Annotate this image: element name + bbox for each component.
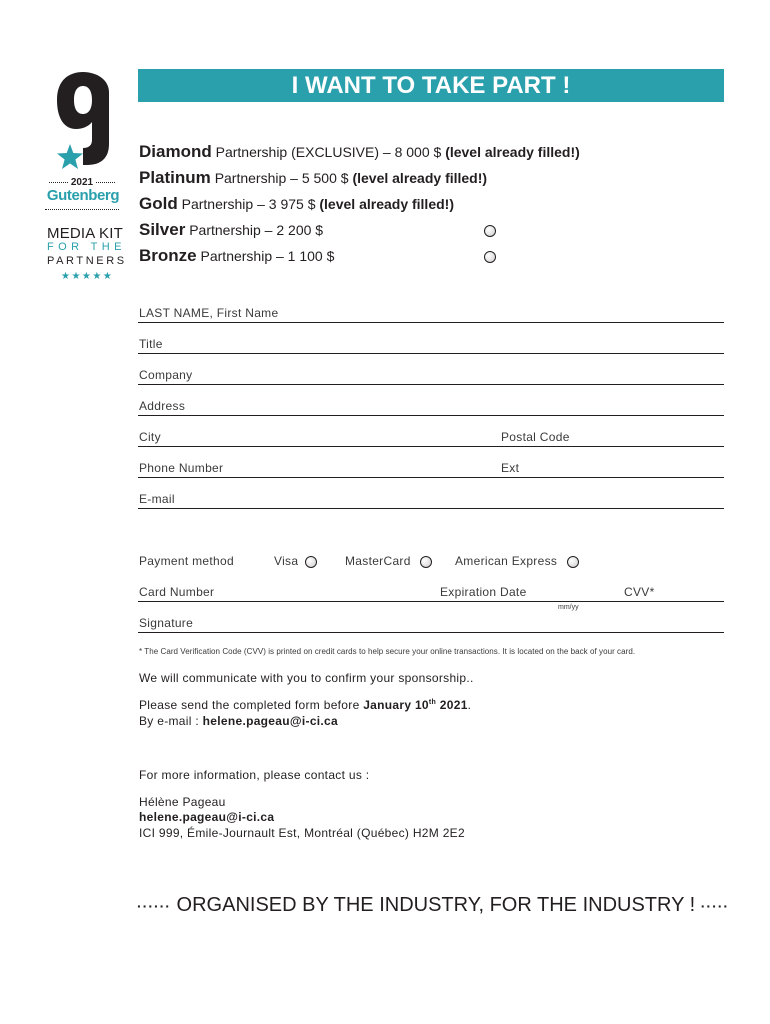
- page-title: I WANT TO TAKE PART !: [138, 69, 724, 102]
- tier-platinum: [139, 168, 487, 188]
- card-number-field[interactable]: [138, 601, 724, 602]
- media-kit-for: FOR THE: [47, 241, 126, 253]
- tier-name: Platinum: [139, 168, 211, 187]
- name-field[interactable]: [138, 322, 724, 323]
- by-email-prefix: By e-mail :: [139, 714, 203, 728]
- tier-desc: Partnership – 1 100 $: [200, 248, 335, 264]
- city-postal-field[interactable]: [138, 446, 724, 447]
- tier-status: (level already filled!): [319, 196, 454, 212]
- city-label: City: [139, 430, 161, 444]
- email-label: E-mail: [139, 492, 175, 506]
- amex-label: American Express: [455, 554, 558, 568]
- footer-dots-right: ·····: [700, 898, 730, 914]
- mastercard-label: MasterCard: [345, 554, 411, 568]
- signature-label: Signature: [139, 616, 194, 630]
- submit-email-link[interactable]: helene.pageau@i-ci.ca: [202, 714, 339, 728]
- postal-code-label: Postal Code: [501, 430, 570, 444]
- tier-desc: Partnership – 3 975 $: [181, 196, 316, 212]
- kit-year: 2021: [45, 177, 119, 188]
- expiration-label: Expiration Date: [440, 585, 527, 599]
- tier-gold: [139, 194, 454, 214]
- silver-radio[interactable]: [484, 225, 496, 237]
- bronze-radio[interactable]: [484, 251, 496, 263]
- tier-desc: Partnership (EXCLUSIVE) – 8 000 $: [215, 144, 442, 160]
- mastercard-radio[interactable]: [420, 556, 432, 568]
- email-field[interactable]: [138, 508, 724, 509]
- star-icon: [56, 143, 84, 171]
- amex-radio[interactable]: [567, 556, 579, 568]
- deadline-date: January 10: [363, 698, 429, 712]
- signature-field[interactable]: [138, 632, 724, 633]
- tier-name: Silver: [139, 220, 186, 239]
- tier-status: (level already filled!): [445, 144, 580, 160]
- cvv-footnote: * The Card Verification Code (CVV) is printed on credit cards to help secure your online transactions. It is located on the back of your card.: [139, 647, 636, 656]
- payment-method-label: Payment method: [139, 554, 234, 568]
- card-number-label: Card Number: [139, 585, 215, 599]
- ext-label: Ext: [501, 461, 520, 475]
- brand-divider: [45, 209, 119, 210]
- contact-name: Hélène Pageau: [139, 795, 226, 809]
- rating-stars-icon: ★★★★★: [61, 271, 114, 282]
- media-kit-partners: PARTNERS: [47, 255, 127, 267]
- contact-email-link[interactable]: helene.pageau@i-ci.ca: [139, 810, 275, 824]
- tier-bronze: [139, 246, 334, 266]
- tier-status: (level already filled!): [352, 170, 488, 186]
- title-label: Title: [139, 337, 163, 351]
- visa-radio[interactable]: [305, 556, 317, 568]
- deadline-year: 2021: [436, 698, 468, 712]
- submit-email-line: [139, 714, 338, 728]
- address-label: Address: [139, 399, 186, 413]
- footer-dots-left: ······: [137, 898, 171, 914]
- deadline-suffix: .: [467, 698, 472, 712]
- deadline-text: [139, 698, 471, 712]
- tier-name: Gold: [139, 194, 178, 213]
- company-field[interactable]: [138, 384, 724, 385]
- contact-address: ICI 999, Émile-Journault Est, Montréal (Québec) H2M 2E2: [139, 826, 465, 840]
- phone-label: Phone Number: [139, 461, 224, 475]
- tier-diamond: [139, 142, 580, 162]
- address-field[interactable]: [138, 415, 724, 416]
- tier-silver: [139, 220, 323, 240]
- tier-desc: Partnership – 2 200 $: [189, 222, 324, 238]
- contact-intro: For more information, please contact us :: [139, 768, 370, 782]
- deadline-prefix: Please send the completed form before: [139, 698, 364, 712]
- name-label: LAST NAME, First Name: [139, 306, 279, 320]
- confirmation-text: We will communicate with you to confirm your sponsorship..: [139, 671, 474, 685]
- mm-yy-hint: mm/yy: [558, 604, 579, 611]
- company-label: Company: [139, 368, 193, 382]
- tier-name: Bronze: [139, 246, 197, 265]
- deadline-date-suffix: th: [428, 699, 437, 706]
- brand-name: Gutenberg: [46, 187, 120, 204]
- tier-desc: Partnership – 5 500 $: [214, 170, 349, 186]
- footer-slogan: [137, 894, 730, 917]
- cvv-label: CVV*: [624, 585, 655, 599]
- phone-field[interactable]: [138, 477, 724, 478]
- tier-name: Diamond: [139, 142, 212, 161]
- media-kit-title: MEDIA KIT: [47, 225, 123, 242]
- title-field[interactable]: [138, 353, 724, 354]
- visa-label: Visa: [274, 554, 299, 568]
- footer-text: ORGANISED BY THE INDUSTRY, FOR THE INDUSTRY !: [176, 894, 696, 916]
